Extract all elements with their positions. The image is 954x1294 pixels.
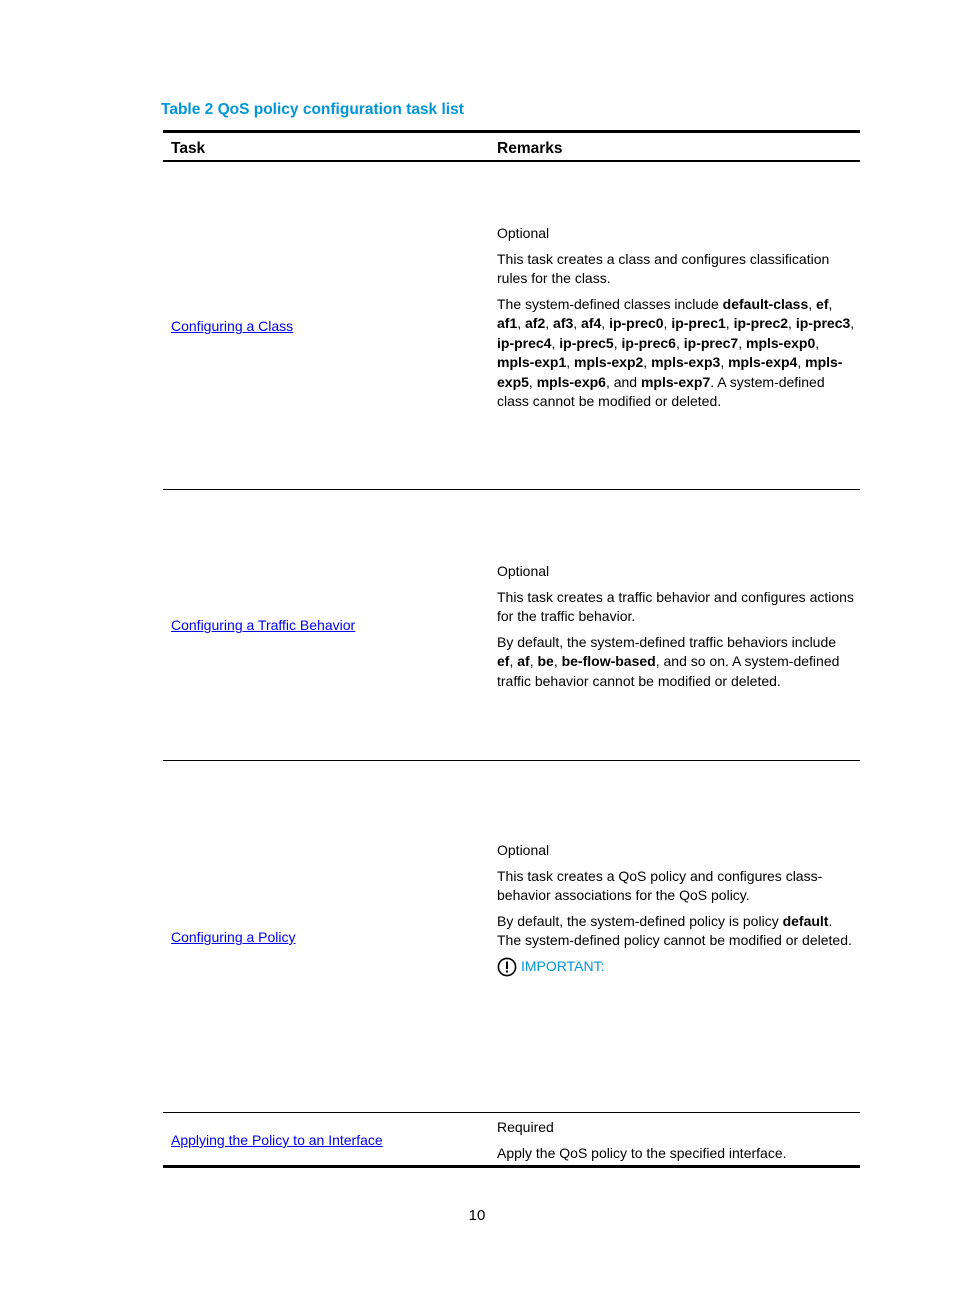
page-number: 10	[468, 1207, 486, 1224]
bold-keyword: af3	[553, 315, 574, 331]
bold-keyword: af4	[581, 315, 602, 331]
bold-keyword: ip-prec3	[795, 315, 851, 331]
table-top-rule	[163, 130, 860, 133]
remarks-configuring-a-policy	[497, 841, 855, 977]
bold-keyword: af	[517, 653, 530, 669]
bold-keyword: ip-prec6	[621, 334, 676, 351]
bold-keyword: mpls-exp7	[640, 373, 711, 390]
requirement-text: Optional	[497, 225, 550, 241]
important-label: IMPORTANT:	[521, 957, 605, 974]
bold-keyword: mpls-exp1	[497, 354, 567, 370]
bold-keyword: mpls-exp4	[728, 354, 798, 370]
bold-keyword: af2	[525, 315, 546, 331]
header-remarks: Remarks	[497, 140, 563, 157]
link-configuring-a-traffic-behavior[interactable]: Configuring a Traffic Behavior	[171, 617, 356, 633]
header-rule	[163, 160, 860, 162]
description-text: This task creates a traffic behavior and configures actions for the traffic behavior.	[497, 588, 854, 624]
requirement-text: Optional	[497, 842, 550, 858]
bold-keyword: mpls-exp3	[651, 354, 721, 370]
important-notice	[497, 957, 855, 977]
bold-keyword: ef	[816, 295, 829, 312]
bold-keyword: mpls-exp0	[746, 334, 816, 351]
requirement-text: Optional	[497, 563, 550, 579]
detail-text: The system-defined classes include default-class, ef, af1, af2, af3, af4, ip-prec0, ip-prec1, ip-prec2, ip-prec3, ip-prec4, ip-prec5, ip-prec6, ip-prec7, mpls-exp0, mpls-exp1, mpls-exp2, mpls-exp3, mpls-exp4, mpls-exp5, mpls-exp6, and mpls-exp7. A system-defined class cannot be modified or deleted.	[497, 295, 855, 409]
bold-keyword: be-flow-based	[561, 653, 656, 669]
detail-text: By default, the system-defined traffic behaviors include ef, af, be, be-flow-based, and so on. A system-defined traffic behavior cannot be modified or deleted.	[497, 633, 840, 689]
remarks-configuring-a-traffic-behavior	[497, 562, 855, 697]
description-text: Apply the QoS policy to the specified interface.	[497, 1144, 787, 1161]
detail-text: By default, the system-defined policy is policy default. The system-defined policy cannot be modified or deleted.	[497, 912, 852, 948]
bold-keyword: af1	[497, 315, 518, 331]
bold-keyword: ip-prec5	[559, 334, 614, 351]
link-configuring-a-policy[interactable]: Configuring a Policy	[171, 929, 296, 945]
remarks-configuring-a-class	[497, 224, 855, 418]
bold-keyword: be	[537, 653, 554, 669]
row-divider	[163, 760, 860, 761]
link-configuring-a-class[interactable]: Configuring a Class	[171, 318, 294, 334]
bold-keyword: ip-prec0	[609, 315, 664, 331]
bold-keyword: ip-prec7	[683, 334, 739, 351]
bold-keyword: mpls-exp5	[497, 354, 843, 390]
description-text: This task creates a QoS policy and configures class-behavior associations for the QoS policy.	[497, 867, 823, 903]
link-applying-the-policy-to-an-interface[interactable]: Applying the Policy to an Interface	[171, 1132, 383, 1148]
row-divider	[163, 489, 860, 490]
bold-keyword: ip-prec2	[733, 315, 789, 331]
bold-keyword: default-class	[722, 295, 809, 312]
table-bottom-rule	[163, 1165, 860, 1168]
bold-keyword: mpls-exp6	[536, 373, 606, 390]
remarks-applying-the-policy	[497, 1118, 855, 1169]
bold-keyword: ip-prec4	[497, 334, 552, 351]
bold-keyword: ip-prec1	[671, 315, 726, 331]
bold-keyword: mpls-exp2	[574, 354, 644, 370]
header-task: Task	[171, 140, 206, 157]
row-divider	[163, 1112, 860, 1113]
description-text: This task creates a class and configures classification rules for the class.	[497, 250, 830, 286]
table-caption: Table 2 QoS policy configuration task list	[161, 101, 464, 118]
important-icon	[497, 957, 517, 977]
bold-keyword: ef	[497, 653, 510, 669]
requirement-text: Required	[497, 1119, 554, 1135]
